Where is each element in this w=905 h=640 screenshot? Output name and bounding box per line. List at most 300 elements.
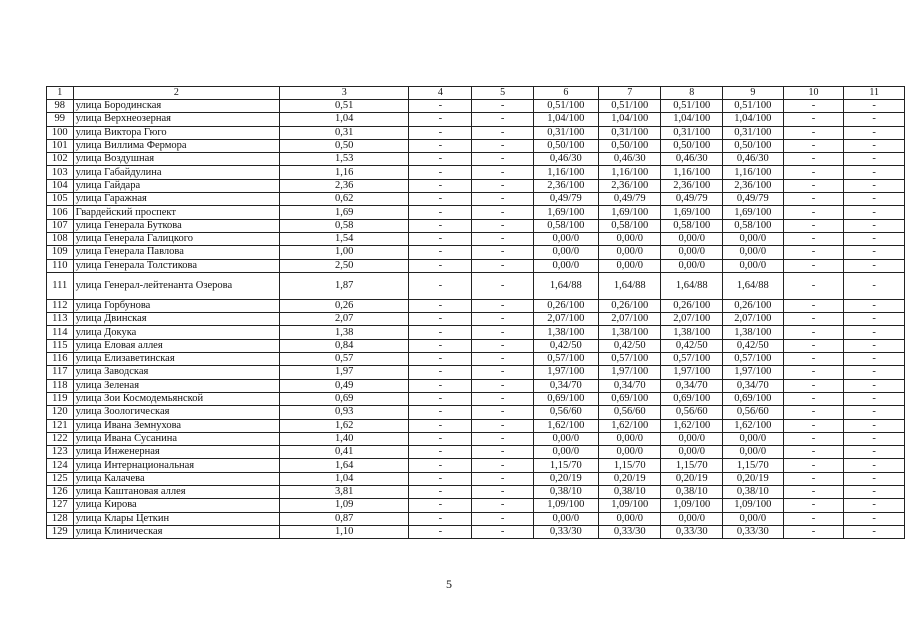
col-11-value: - [844,339,905,352]
street-name: улица Горбунова [73,299,280,312]
col-11-value: - [844,313,905,326]
col-5-value: - [472,339,533,352]
col-6-value: 0,00/0 [533,432,598,445]
col-7-value: 1,09/100 [598,499,660,512]
row-number: 109 [47,246,74,259]
col-8-value: 0,57/100 [661,353,723,366]
col-4-value: - [409,272,472,299]
col-6-value: 0,00/0 [533,246,598,259]
length-value: 1,09 [280,499,409,512]
column-header-11: 11 [844,87,905,100]
length-value: 0,84 [280,339,409,352]
col-7-value: 2,07/100 [598,313,660,326]
col-10-value: - [783,499,844,512]
col-5-value: - [472,246,533,259]
col-8-value: 1,16/100 [661,166,723,179]
col-11-value: - [844,179,905,192]
col-5-value: - [472,153,533,166]
col-6-value: 1,04/100 [533,113,598,126]
col-6-value: 1,09/100 [533,499,598,512]
col-5-value: - [472,472,533,485]
col-9-value: 0,00/0 [723,512,784,525]
col-8-value: 0,00/0 [661,259,723,272]
col-10-value: - [783,100,844,113]
col-11-value: - [844,206,905,219]
col-8-value: 1,69/100 [661,206,723,219]
col-5-value: - [472,113,533,126]
table-row [47,313,905,326]
col-4-value: - [409,166,472,179]
col-10-value: - [783,512,844,525]
col-9-value: 1,15/70 [723,459,784,472]
length-value: 1,40 [280,432,409,445]
table-row [47,392,905,405]
col-7-value: 0,31/100 [598,126,660,139]
col-6-value: 2,36/100 [533,179,598,192]
street-name: улица Виктора Гюго [73,126,280,139]
row-number: 104 [47,179,74,192]
row-number: 114 [47,326,74,339]
col-7-value: 1,62/100 [598,419,660,432]
col-10-value: - [783,126,844,139]
length-value: 0,31 [280,126,409,139]
table-row [47,206,905,219]
table-row [47,219,905,232]
col-9-value: 2,36/100 [723,179,784,192]
col-9-value: 0,00/0 [723,232,784,245]
col-11-value: - [844,486,905,499]
row-number: 101 [47,139,74,152]
col-5-value: - [472,446,533,459]
col-6-value: 0,31/100 [533,126,598,139]
col-10-value: - [783,299,844,312]
street-name: улица Заводская [73,366,280,379]
col-5-value: - [472,232,533,245]
col-11-value: - [844,126,905,139]
col-9-value: 0,56/60 [723,406,784,419]
col-10-value: - [783,219,844,232]
length-value: 0,41 [280,446,409,459]
col-10-value: - [783,419,844,432]
col-10-value: - [783,206,844,219]
col-5-value: - [472,353,533,366]
column-header-10: 10 [783,87,844,100]
col-10-value: - [783,179,844,192]
row-number: 115 [47,339,74,352]
table-header-row [47,87,905,100]
col-8-value: 0,46/30 [661,153,723,166]
col-7-value: 0,00/0 [598,446,660,459]
table-row [47,246,905,259]
col-7-value: 0,42/50 [598,339,660,352]
row-number: 129 [47,525,74,538]
table-row [47,525,905,538]
col-9-value: 0,49/79 [723,193,784,206]
column-header-5: 5 [472,87,533,100]
col-6-value: 0,49/79 [533,193,598,206]
col-8-value: 0,33/30 [661,525,723,538]
col-6-value: 1,15/70 [533,459,598,472]
col-9-value: 0,34/70 [723,379,784,392]
length-value: 3,81 [280,486,409,499]
col-9-value: 1,09/100 [723,499,784,512]
table-row [47,419,905,432]
length-value: 1,87 [280,272,409,299]
column-header-2: 2 [73,87,280,100]
col-7-value: 0,46/30 [598,153,660,166]
table-row [47,259,905,272]
length-value: 0,87 [280,512,409,525]
col-4-value: - [409,113,472,126]
length-value: 1,69 [280,206,409,219]
roads-table [46,86,905,539]
col-8-value: 0,56/60 [661,406,723,419]
col-8-value: 2,36/100 [661,179,723,192]
col-11-value: - [844,232,905,245]
row-number: 106 [47,206,74,219]
col-4-value: - [409,299,472,312]
row-number: 126 [47,486,74,499]
col-5-value: - [472,366,533,379]
col-4-value: - [409,126,472,139]
length-value: 0,93 [280,406,409,419]
col-9-value: 0,51/100 [723,100,784,113]
col-8-value: 1,04/100 [661,113,723,126]
col-8-value: 1,62/100 [661,419,723,432]
col-9-value: 0,58/100 [723,219,784,232]
col-7-value: 1,38/100 [598,326,660,339]
table-row [47,499,905,512]
col-6-value: 0,20/19 [533,472,598,485]
col-11-value: - [844,446,905,459]
col-10-value: - [783,246,844,259]
col-7-value: 0,00/0 [598,432,660,445]
col-8-value: 0,20/19 [661,472,723,485]
row-number: 127 [47,499,74,512]
col-6-value: 0,46/30 [533,153,598,166]
col-9-value: 0,00/0 [723,246,784,259]
row-number: 124 [47,459,74,472]
col-6-value: 1,64/88 [533,272,598,299]
col-11-value: - [844,219,905,232]
col-9-value: 1,38/100 [723,326,784,339]
col-6-value: 1,38/100 [533,326,598,339]
col-9-value: 0,33/30 [723,525,784,538]
col-9-value: 0,57/100 [723,353,784,366]
col-11-value: - [844,366,905,379]
col-6-value: 0,38/10 [533,486,598,499]
col-5-value: - [472,166,533,179]
table-row [47,472,905,485]
street-name: улица Ивана Сусанина [73,432,280,445]
col-6-value: 0,26/100 [533,299,598,312]
col-11-value: - [844,353,905,366]
col-6-value: 0,50/100 [533,139,598,152]
length-value: 0,50 [280,139,409,152]
table-row [47,512,905,525]
col-5-value: - [472,219,533,232]
col-4-value: - [409,326,472,339]
street-name: улица Генерала Галицкого [73,232,280,245]
col-8-value: 0,00/0 [661,432,723,445]
col-11-value: - [844,525,905,538]
row-number: 128 [47,512,74,525]
col-10-value: - [783,153,844,166]
col-9-value: 2,07/100 [723,313,784,326]
col-8-value: 0,00/0 [661,446,723,459]
col-7-value: 0,00/0 [598,246,660,259]
col-4-value: - [409,232,472,245]
col-4-value: - [409,313,472,326]
street-name: улица Гаражная [73,193,280,206]
col-10-value: - [783,259,844,272]
col-5-value: - [472,100,533,113]
street-name: улица Бородинская [73,100,280,113]
table-row [47,299,905,312]
col-8-value: 0,31/100 [661,126,723,139]
col-6-value: 1,69/100 [533,206,598,219]
street-name: улица Генерала Толстикова [73,259,280,272]
col-7-value: 0,34/70 [598,379,660,392]
col-10-value: - [783,432,844,445]
col-8-value: 0,00/0 [661,232,723,245]
col-6-value: 0,00/0 [533,259,598,272]
length-value: 1,38 [280,326,409,339]
table-row [47,446,905,459]
street-name: улица Генерала Павлова [73,246,280,259]
col-5-value: - [472,379,533,392]
col-7-value: 0,20/19 [598,472,660,485]
street-name: улица Воздушная [73,153,280,166]
row-number: 108 [47,232,74,245]
row-number: 122 [47,432,74,445]
table-row [47,406,905,419]
length-value: 1,16 [280,166,409,179]
table-row [47,100,905,113]
col-11-value: - [844,139,905,152]
length-value: 1,97 [280,366,409,379]
col-7-value: 0,26/100 [598,299,660,312]
col-9-value: 1,04/100 [723,113,784,126]
col-4-value: - [409,499,472,512]
col-10-value: - [783,472,844,485]
length-value: 0,69 [280,392,409,405]
row-number: 98 [47,100,74,113]
row-number: 121 [47,419,74,432]
col-5-value: - [472,139,533,152]
row-number: 102 [47,153,74,166]
col-6-value: 0,58/100 [533,219,598,232]
col-5-value: - [472,326,533,339]
col-11-value: - [844,100,905,113]
col-7-value: 0,00/0 [598,259,660,272]
col-7-value: 1,64/88 [598,272,660,299]
col-10-value: - [783,326,844,339]
col-11-value: - [844,419,905,432]
street-name: улица Габайдулина [73,166,280,179]
street-name: улица Генерала Буткова [73,219,280,232]
col-5-value: - [472,313,533,326]
street-name: улица Виллима Фермора [73,139,280,152]
col-5-value: - [472,432,533,445]
col-4-value: - [409,379,472,392]
col-9-value: 0,31/100 [723,126,784,139]
street-name: улица Ивана Земнухова [73,419,280,432]
col-6-value: 0,33/30 [533,525,598,538]
length-value: 1,00 [280,246,409,259]
street-name: улица Докука [73,326,280,339]
col-4-value: - [409,486,472,499]
col-7-value: 0,38/10 [598,486,660,499]
col-5-value: - [472,179,533,192]
col-11-value: - [844,392,905,405]
length-value: 0,49 [280,379,409,392]
length-value: 2,36 [280,179,409,192]
col-10-value: - [783,139,844,152]
length-value: 0,51 [280,100,409,113]
col-5-value: - [472,299,533,312]
street-name: улица Еловая аллея [73,339,280,352]
col-9-value: 0,26/100 [723,299,784,312]
street-name: улица Генерал-лейтенанта Озерова [73,272,280,299]
col-11-value: - [844,259,905,272]
street-name: улица Интернациональная [73,459,280,472]
street-name: улица Калачева [73,472,280,485]
col-7-value: 2,36/100 [598,179,660,192]
col-4-value: - [409,446,472,459]
row-number: 99 [47,113,74,126]
col-7-value: 0,57/100 [598,353,660,366]
length-value: 0,62 [280,193,409,206]
col-6-value: 0,34/70 [533,379,598,392]
col-7-value: 0,58/100 [598,219,660,232]
length-value: 1,04 [280,472,409,485]
col-7-value: 0,56/60 [598,406,660,419]
col-5-value: - [472,419,533,432]
col-10-value: - [783,379,844,392]
column-header-9: 9 [723,87,784,100]
row-number: 120 [47,406,74,419]
col-11-value: - [844,512,905,525]
length-value: 1,53 [280,153,409,166]
length-value: 0,58 [280,219,409,232]
col-10-value: - [783,272,844,299]
col-9-value: 1,97/100 [723,366,784,379]
col-10-value: - [783,113,844,126]
table-row [47,366,905,379]
table-row [47,126,905,139]
col-10-value: - [783,459,844,472]
col-11-value: - [844,272,905,299]
col-9-value: 0,00/0 [723,432,784,445]
table-row [47,379,905,392]
col-9-value: 0,38/10 [723,486,784,499]
street-name: улица Зоологическая [73,406,280,419]
col-10-value: - [783,525,844,538]
col-11-value: - [844,246,905,259]
col-8-value: 0,51/100 [661,100,723,113]
street-name: улица Кирова [73,499,280,512]
row-number: 123 [47,446,74,459]
col-5-value: - [472,392,533,405]
col-11-value: - [844,459,905,472]
col-4-value: - [409,525,472,538]
table-row [47,113,905,126]
col-4-value: - [409,179,472,192]
street-name: улица Верхнеозерная [73,113,280,126]
page-number: 5 [446,577,452,591]
col-5-value: - [472,486,533,499]
col-5-value: - [472,406,533,419]
col-8-value: 0,69/100 [661,392,723,405]
col-7-value: 1,69/100 [598,206,660,219]
col-11-value: - [844,193,905,206]
table-row [47,232,905,245]
col-10-value: - [783,392,844,405]
col-8-value: 1,09/100 [661,499,723,512]
col-6-value: 0,57/100 [533,353,598,366]
col-9-value: 1,16/100 [723,166,784,179]
col-5-value: - [472,459,533,472]
col-8-value: 0,38/10 [661,486,723,499]
col-4-value: - [409,206,472,219]
col-7-value: 1,15/70 [598,459,660,472]
col-8-value: 2,07/100 [661,313,723,326]
col-8-value: 0,49/79 [661,193,723,206]
col-4-value: - [409,472,472,485]
row-number: 119 [47,392,74,405]
col-11-value: - [844,166,905,179]
column-header-3: 3 [280,87,409,100]
col-8-value: 0,34/70 [661,379,723,392]
col-6-value: 1,62/100 [533,419,598,432]
col-11-value: - [844,406,905,419]
row-number: 110 [47,259,74,272]
col-4-value: - [409,432,472,445]
col-8-value: 0,00/0 [661,512,723,525]
length-value: 0,57 [280,353,409,366]
col-7-value: 0,51/100 [598,100,660,113]
col-9-value: 0,69/100 [723,392,784,405]
col-6-value: 0,42/50 [533,339,598,352]
column-header-7: 7 [598,87,660,100]
street-name: улица Клиническая [73,525,280,538]
street-name: улица Зеленая [73,379,280,392]
col-10-value: - [783,166,844,179]
col-5-value: - [472,126,533,139]
col-4-value: - [409,246,472,259]
col-7-value: 0,00/0 [598,512,660,525]
col-6-value: 0,69/100 [533,392,598,405]
col-11-value: - [844,472,905,485]
length-value: 2,50 [280,259,409,272]
column-header-1: 1 [47,87,74,100]
col-5-value: - [472,525,533,538]
col-7-value: 1,16/100 [598,166,660,179]
col-11-value: - [844,379,905,392]
table-row [47,353,905,366]
col-10-value: - [783,353,844,366]
col-4-value: - [409,512,472,525]
col-8-value: 1,97/100 [661,366,723,379]
col-7-value: 0,50/100 [598,139,660,152]
col-11-value: - [844,113,905,126]
col-6-value: 1,97/100 [533,366,598,379]
col-11-value: - [844,153,905,166]
length-value: 1,04 [280,113,409,126]
col-8-value: 0,00/0 [661,246,723,259]
length-value: 0,26 [280,299,409,312]
